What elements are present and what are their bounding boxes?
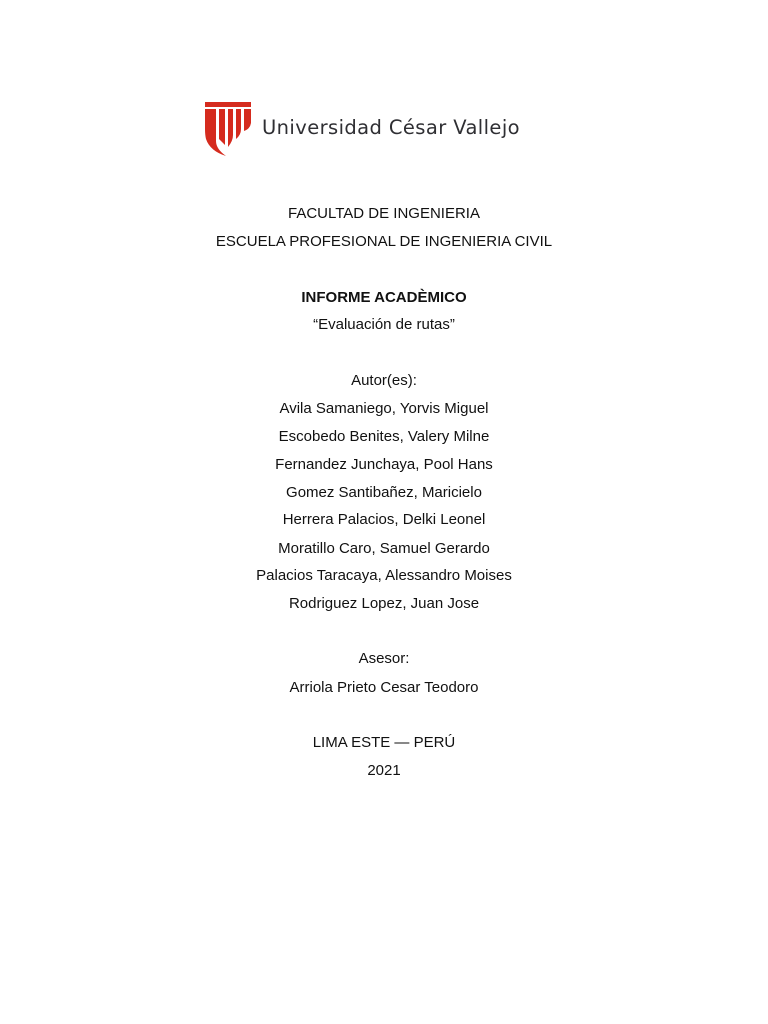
university-shield-icon: [204, 101, 252, 157]
author-name: Palacios Taracaya, Alessandro Moises: [256, 567, 512, 584]
author-name: Moratillo Caro, Samuel Gerardo: [278, 540, 490, 557]
author-name: Herrera Palacios, Delki Leonel: [282, 511, 486, 528]
year: 2021: [367, 762, 401, 779]
author-name: Fernandez Junchaya, Pool Hans: [275, 456, 493, 473]
author-name: Avila Samaniego, Yorvis Miguel: [279, 400, 489, 417]
university-name: Universidad César Vallejo: [262, 116, 520, 139]
location: LIMA ESTE — PERÚ: [312, 734, 456, 751]
advisor-label: Asesor:: [358, 650, 410, 667]
author-name: Rodriguez Lopez, Juan Jose: [288, 595, 480, 612]
author-name: Gomez Santibañez, Maricielo: [286, 484, 482, 501]
report-type: INFORME ACADÈMICO: [301, 289, 467, 306]
authors-label: Autor(es):: [351, 372, 417, 389]
university-logo: [204, 101, 549, 159]
school-name: ESCUELA PROFESIONAL DE INGENIERIA CIVIL: [215, 233, 553, 250]
report-title: “Evaluación de rutas”: [313, 316, 455, 333]
faculty-name: FACULTAD DE INGENIERIA: [288, 205, 480, 222]
author-name: Escobedo Benites, Valery Milne: [278, 428, 490, 445]
advisor-name: Arriola Prieto Cesar Teodoro: [289, 679, 479, 696]
